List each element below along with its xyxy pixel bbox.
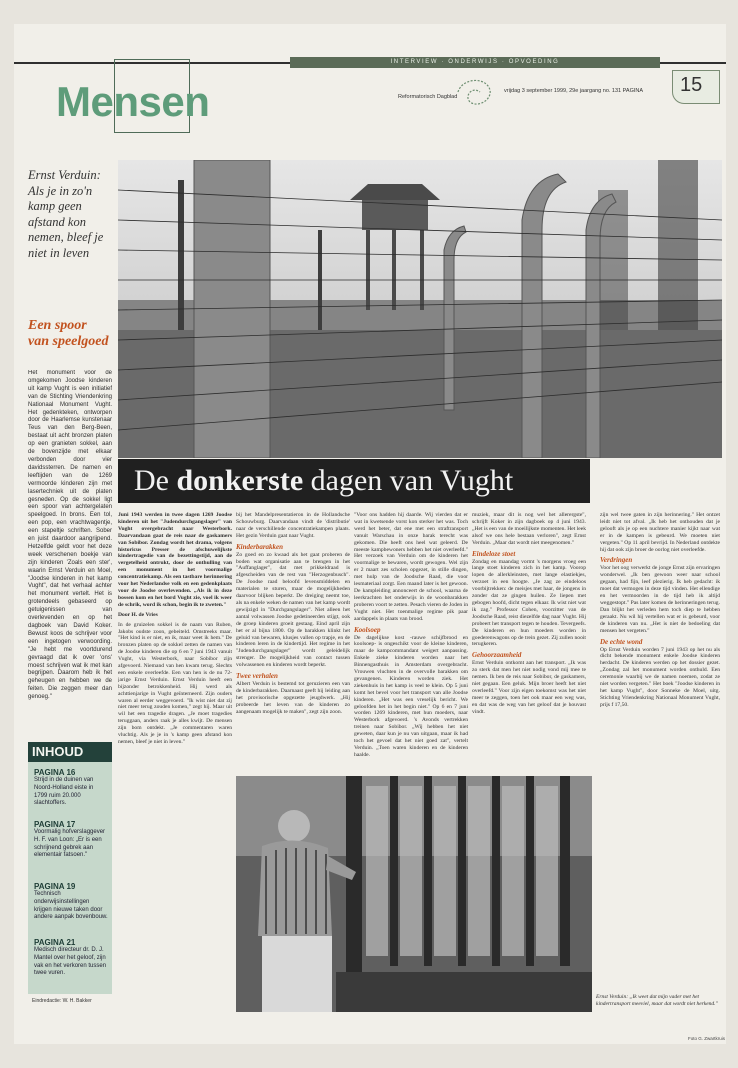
article-lead: Juni 1943 werden in twee dagen 1269 Joodse kinderen uit het "Judendurchgangslager" van Vught overgebracht naar Westerbork. Daarvandaan gaat de reis naar de gaskamers van Sobibor. Zondag wordt het drama, volgens historicus Presser de afschuwelijkste kindertragedie van de bezettingstijd, aan de vergetelheid ontrukt, door de onthulling van een monument in het voormalige concentratiekamp. Als een tastbare herinnering voor het Nederlandse volk en een gedenkplaats voor de Joodse overlevenden. „Als ik in deze bossen kom en het bord Vught zie, voel ik weer de schrik, word ik schon, begin ik te zweten." bbox=[118, 512, 232, 608]
date-line: vrijdag 3 september 1999, 29e jaargang no. 131 PAGINA bbox=[504, 88, 644, 94]
article-column-3 bbox=[354, 512, 468, 772]
section-logo: Mensen bbox=[56, 78, 210, 125]
headline-post: dagen van Vught bbox=[310, 464, 514, 497]
photo-credit: Foto G. Zwartkruis bbox=[688, 1036, 726, 1041]
subheading: Eindeloze stoet bbox=[472, 549, 516, 558]
contents-page: PAGINA 16 bbox=[34, 768, 76, 777]
contents-page: PAGINA 17 bbox=[34, 820, 76, 829]
contents-item[interactable] bbox=[34, 820, 108, 860]
subheading: Twee verhalen bbox=[236, 672, 278, 681]
monument-illustration bbox=[236, 776, 592, 1012]
sidebar-body: Het monument voor de omgekomen Joodse kinderen uit kamp Vught is een initiatief van de Stichting Vriendenkring Nationaal Monument Vught. Het gedenkteken, ontworpen door de Haarlemse kunstenaar Teus van den Berg-Been, bestaat uit acht bronzen platen op een granieten sokkel, aan de bovenzijde met elkaar verbonden door vier davidssterren. De namen en leeftijden van de 1269 vermoorde kinderen zijn met lasertechniek uit de platen gesneden. Op de sokkel ligt een spoor van achtergelaten speelgoed. In brons. Een tol, een pop, een vrachtwagentje, een stapeltje schriften. Sober en juist daardoor aangrijpend. Hetzelfde geldt voor het deze week verschenen boekje van zijn kinderen 'Zoals een ster', waarin Ernst Verduin en Moel, "Joodse kinderen in het kamp Vught", dat het verhaal achter het monument vertelt. Het is grotendeels gebaseerd op getuigenissen van overlevenden en op het dagboek van David Koker. Bewust koos de schrijver voor een ingetogen verwoording. "Je hebt me voortdurend gevraagd dat ik over 'ons' moest schrijven wat ik met kan begrijpen. Daarom heb ik het geheugen en hebben we de feiten. Die zeggen meer dan genoeg." bbox=[28, 370, 112, 701]
subheading: Koolsoep bbox=[354, 625, 381, 634]
contents-page: PAGINA 21 bbox=[34, 938, 76, 947]
contents-page: PAGINA 19 bbox=[34, 882, 76, 891]
subheading: Kinderbarakken bbox=[236, 542, 284, 551]
column-text: "Voor ons hadden hij daarde. Wij vierden dat er wat in kwetsende vorst kon sterker het was. Toch werd het beter, dat ene met een straftransport vanuit Warschau in onze barak terecht was gekomen. Die heeft ons heel wat geleerd. De meeste kampbewoners hebben het niet overleefd." Het verzoek van Verduin om de kinderen het voormalige te bewaren, wordt gewogen. Wel zijn er 2 maart zes scholen opgezet, in stille dingen, met hulp van de Joodsche Raad, die voor lesmateriaal zorgt. Een maand later is het gewoon. De kampleiding annonceert de school, waarna de leerkrachten het onderwijs in de woonbarakken proberen voort te zetten. Pesach vieren de Joden in Vught niet. Het toenmalige regime pik paar aardappels in plaats van brood. bbox=[354, 512, 468, 622]
column-text: Ernst Verduin ontkomt aan het transport. „Ik was zo sterk dat men het niet nodig vond mij mee te nemen. Ik ben de reis naar Sobibor, de gaskamers, niet gegaan. Een geluk. Mijn broer heeft het niet overleefd." Voor zijn eigen toekomst was het niet meer te zeggen, toen het ook maar een weg was, en dat was de weg van het geloof dat je houvast vindt. bbox=[472, 660, 586, 715]
contents-text: Voormalig hofverslaggever H. F. van Loon: „Er is een schrijnend gebrek aan elementair fatsoen." bbox=[34, 829, 106, 859]
column-text: muziek, maar dit is nog wel het allerergste", schrijft Koker in zijn dagboek op 4 juni 1943. „Het is een van de moeilijkste momenten. Het leek alsof we ons hele bestaan verloren", zegt Ernst Verduin. „Maar dat wordt niet meegenomen." bbox=[472, 512, 586, 546]
paper-name: Reformatorisch Dagblad bbox=[398, 94, 458, 100]
photo-caption: Ernst Verduin: „Ik weet dat mijn vader met het kindertransport meeviel, maar dat wordt niet herkend." bbox=[596, 994, 718, 1007]
subheading: Gehoorzaamheid bbox=[472, 651, 522, 660]
column-text: bij het Mandelpresentatieron in de Hollandsche Schouwburg. Daarvandaan vindt de 'distributie' naar de verschillende concentratiekampen plaats. Het gezin Verduin gaat naar Vught. bbox=[236, 512, 350, 539]
headline-pre: De bbox=[134, 464, 169, 497]
contents-text: Technisch onderwijsinstellingen krijgen nieuwe taken door andere aanpak bovenbouw. bbox=[34, 891, 108, 921]
contents-item[interactable] bbox=[34, 938, 108, 978]
decorative-swirl-icon bbox=[452, 70, 496, 114]
subheading: Verdringen bbox=[600, 556, 633, 565]
camp-fence-illustration bbox=[118, 160, 722, 458]
headline-bold: donkerste bbox=[176, 464, 304, 497]
contents-title: INHOUD bbox=[28, 742, 112, 762]
byline: Door H. de Vries bbox=[118, 611, 158, 618]
column-text: In de gruizelen sokkel is de naam van Ruben, Jakobs oudste zoon, gebeiteld. Omstreeks maar. "Het kind is er niet, en ik, maar weet ik hem." De bronzen platen op de sokkel zetten de namen van de Joodse kinderen die op 6 en 7 juni 1943 vanuit Vught, via Westerbork, naar Sobibor zijn afgevoerd. Niemand van hen kwam terug. Slechts een enkele overleefde. Een van hen is de nu 72-jarige Ernst Verduin. Ernst Verduin heeft een bijzonder betrokkenheid. Hij werd als achttienjarige in Vught geïnterneerd. Zijn ouders waren al eerder weggevoerd. "Ik wist niet dat zij niet meer terug zouden komen," zegt hij. Maar uit wil het een tragedie dragen. „Je moet tragedies teruggaan, anders raak je alles kwijt. De mensen zijn bom ontdekt. „Je commentaren waren vluchtig. Als je je in 's kamp geen afstand kon nemen, bleef je niet in leven." bbox=[118, 621, 232, 745]
editor-credit: Eindredactie: W. H. Bakker bbox=[32, 998, 92, 1004]
sidebar-title: Een spoor van speelgoed bbox=[28, 318, 109, 349]
column-text: Albert Verduin is bestemd tot geruzieren een van de kinderbarakken. Daarnaast geeft hij leiding aan het provisorische opgezette jeugdwerk. „Hij probeerde het leven van de kinderen zo aangenaam mogelijk te maken", zegt zijn zoon. bbox=[236, 681, 350, 715]
contents-text: Strijd in de duinen van Noord-Holland eiste in 1799 ruim 20.000 slachtoffers. bbox=[34, 777, 94, 807]
article-column-5 bbox=[600, 512, 720, 990]
pull-quote: Ernst Verduin: Als je in zo'n kamp geen afstand kon nemen, bleef je niet in leven bbox=[28, 168, 104, 260]
contents-text: Medisch directeur dr. D. J. Mantel over het geloof, zijn vak en het verkoren tussen twee vuren. bbox=[34, 947, 107, 977]
monument-photo bbox=[236, 776, 592, 1012]
section-banner: INTERVIEW · ONDERWIJS · OPVOEDING bbox=[290, 57, 660, 68]
article-column-1 bbox=[118, 512, 232, 1010]
subheading: De echte wond bbox=[600, 637, 643, 646]
camp-fence-photo bbox=[118, 160, 722, 458]
article-column-2 bbox=[236, 512, 350, 772]
contents-item[interactable] bbox=[34, 882, 108, 922]
column-text: De dagelijkse kost -rauwe schijfbrood en koolsoep- is ongeschikt voor de kleine kinderen, maar de kampcommandant weigert aanpassing. Enkele zieke kinderen worden naar het Binnengasthuis in Amsterdam overgebracht. Vrouwen vluchten in de overvolle barakken om gevangenen. Kinderen worden ziek. Het ziekenhuis in het kamp is veel te klein. Op 5 juni komt het bevel voor het transport van alle Joodse kinderen. „Het was een vreselijk bericht. We geloofden het in het begin niet." Op 6 en 7 juni worden 1269 kinderen, met hun moeders, naar Westerbork afgevoerd. 's Avonds vertrekken treinen naar Sobibor. „Wij hebben het niet geweten, daar kun je nu van uitgaan, maar ik had toch het gevoel dat het niet goed zat", vertelt Verduin. „Toen waren kinderen en de kinderen haalde. bbox=[354, 634, 468, 758]
contents-item[interactable] bbox=[34, 768, 108, 808]
column-text: Voor het oog verwerkt de jonge Ernst zijn ervaringen wonderwel. „Ik ben gewoon weer naar school gegaan, had fijn, leef plezierig. Ik heb gedacht: ik moet dat vermogen in deze tijd vinden. Het ellendige en het vermoorden in de tijd heb ik altijd weggestopt." Pas later komen de herinneringen terug. Dan blijkt het verleden hem toch diep te hebben geraakt. Nu wil hij vertellen wat er is gebeurd, voor de kinderen van nu. „Het is niet de bedoeling dat mensen het vergeten." bbox=[600, 565, 720, 634]
page-number: 15 bbox=[680, 74, 703, 96]
article-column-4 bbox=[472, 512, 586, 772]
column-text: zijn wel twee gaten in zijn herinnering." Het ontzet leidt niet tot afval. „Ik heb het onthouden dat je gelooft als je op een nuchtere manier kijkt naar wat er in de kampen is gebeurd. We moeten niet vergeten." Op 11 april bevrijd. In Nederland ontdekte hij dat ook zijn broer de oorlog niet overleefde. bbox=[600, 512, 720, 553]
article-headline bbox=[118, 459, 590, 503]
column-text: Zondag en maandag vormt 's morgens vroeg een lange stoet kinderen zich in het kamp. Voorop lopen de allerkleinsten, met lange elastiekjes, verzoet in een hoogte. „Je zag ze eindeloos voorbijtrekken: de meisjes met haar, de jongens in zonder dat ze gingen huilen. Ze liepen met gebogen hoofd, dicht tegen elkaar. Ik wist niet wat ik zag." Professor Cohen, voorzitter van de Joodsche Raad, reist diezelfde dag naar Vught. Hij probeert het transport tegen te houden. Tevergeefs. De kinderen en hun moeders worden in goederenwagons op de trein gezet. Zij zullen nooit terugkeren. bbox=[472, 558, 586, 648]
column-text: Zo goed en zo kwaad als het gaat proberen de boden wat organisatie aan te brengen in het "Auffanglager", dat met prikkeldraad is afgescheiden van de rest van "Herzogenbusch". De Joodse raad beloofd levensmiddelen en materialen te sturen, maar de mogelijkheden daarvoor blijken beperkt. De dreiging neemt toe, als na enkele weken de namen van het kamp wordt gewijzigd in "Durchgangslager". Niet alleen het aantal volwassen Joodse gedetineerden stijgt, ook de groep kinderen groeit gestaag. Eind april zijn het er al bijna 1800. Op de barakken klinkt het geluid van bewaren, klusjes vallen op trapje, en de kinderen leren in de kindertijd. Het regime in het "Judendurchgangslager" wordt geleidelijk strenger. De mogelijkheid van contact tussen volwassenen en kinderen wordt beperkt. bbox=[236, 551, 350, 669]
column-text: Op Ernst Verduin worden 7 juni 1943 op het nu als dicht bekende monument enkele Joodse kinderen herdacht. De kinderen werden op het dossier gezet. „Zondag zal het monument worden onthuld. Een ceremonie waarbij we de namen noemen, zodat ze niet worden vergeten." Het boek "Joodse kinderen in het kamp Vught", door Sonneke de Moel, uitg. Stichting Vriendenkring Nationaal Monument Vught, prijs f 17,50. bbox=[600, 646, 720, 708]
